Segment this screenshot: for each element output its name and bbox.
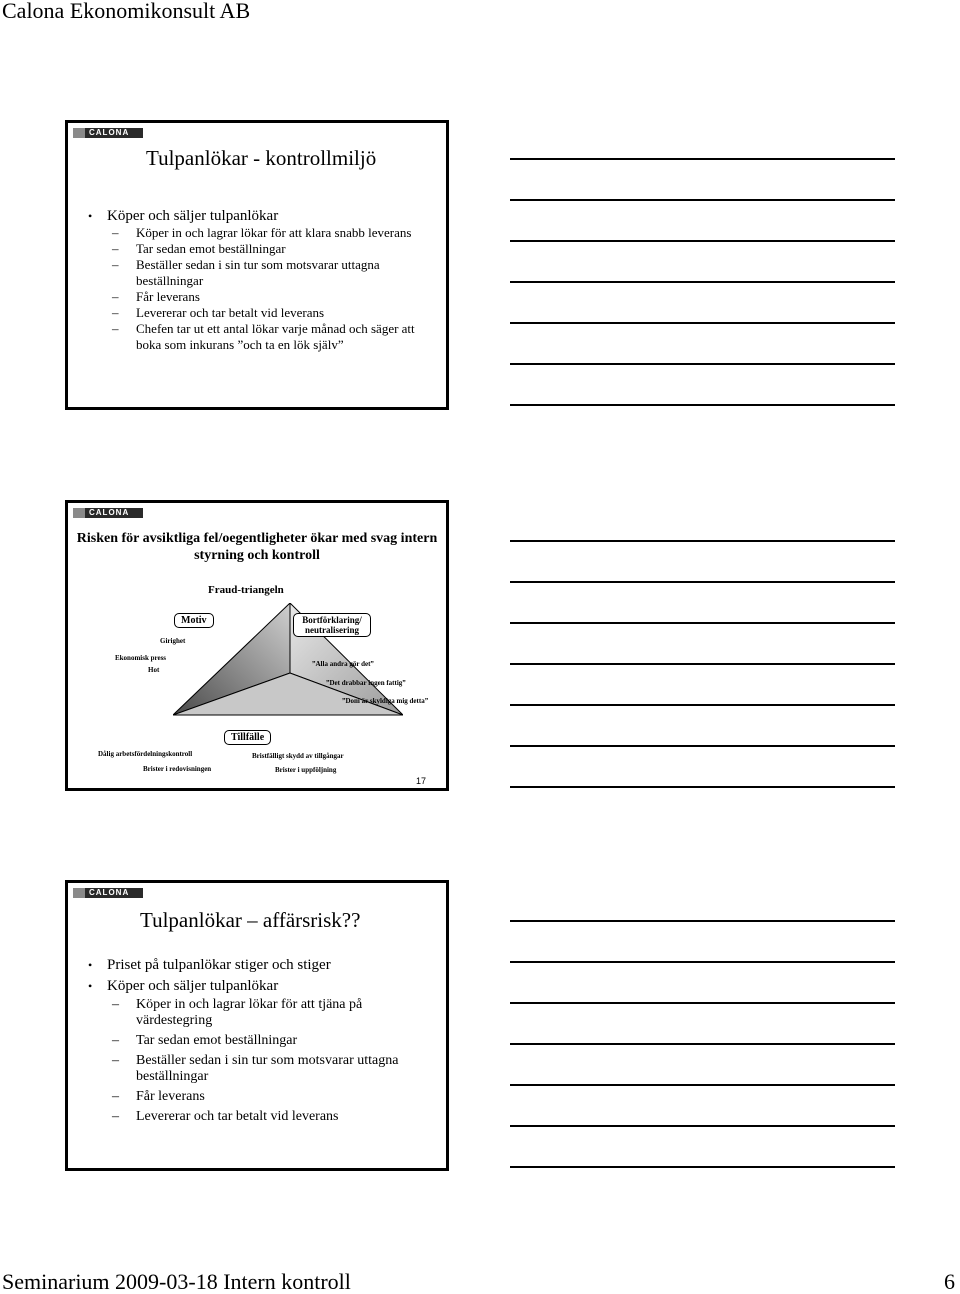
bullet-text: Köper och säljer tulpanlökar [107, 978, 279, 994]
bullet-list [88, 955, 438, 1129]
note-line [510, 961, 895, 963]
label-uppfoljning: Brister i uppföljning [275, 766, 337, 774]
label-ekonomisk-press: Ekonomisk press [115, 654, 167, 662]
note-line [510, 1002, 895, 1004]
dash-icon: – [112, 997, 119, 1012]
page-header: Calona Ekonomikonsult AB [2, 0, 251, 23]
slide-fraud-triangle [65, 500, 449, 791]
note-line [510, 745, 895, 747]
dash-icon: – [112, 257, 119, 272]
page-footer: Seminarium 2009-03-18 Intern kontroll [2, 1269, 351, 1294]
sub-text: Får leverans [136, 289, 200, 304]
slide-number: 17 [415, 776, 426, 786]
label-hot: Hot [148, 666, 160, 674]
dash-icon: – [112, 289, 119, 304]
note-line [510, 663, 895, 665]
note-line [510, 786, 895, 788]
sub-list [107, 997, 438, 1125]
note-line [510, 363, 895, 365]
logo-text: CALONA [89, 128, 130, 137]
sub-item [112, 1089, 438, 1105]
logo-mark-icon [73, 128, 85, 138]
slide-affarsrisk [65, 880, 449, 1171]
sub-item [112, 1053, 438, 1085]
bullet-item [88, 208, 428, 353]
sub-text: Levererar och tar betalt vid leverans [136, 1109, 339, 1124]
bullet-list [88, 208, 428, 353]
note-line [510, 540, 895, 542]
bullet-dot-icon: • [88, 979, 93, 993]
note-line [510, 622, 895, 624]
sub-list [107, 225, 428, 353]
sub-item [112, 321, 428, 353]
note-line [510, 281, 895, 283]
label-skyldiga: ”Dom är skyldiga mig detta” [342, 697, 429, 705]
dash-icon: – [112, 1053, 119, 1068]
note-line [510, 1043, 895, 1045]
note-line [510, 322, 895, 324]
logo-text: CALONA [89, 508, 130, 517]
sub-item [112, 1109, 438, 1125]
label-redovisningen: Brister i redovisningen [143, 765, 212, 773]
sub-item [112, 997, 438, 1029]
dash-icon: – [112, 1109, 119, 1124]
sub-text: Köper in och lagrar lökar för att klara snabb leverans [136, 225, 412, 240]
label-dalig-arbetsfordelning: Dålig arbetsfördelningskontroll [98, 750, 193, 758]
dash-icon: – [112, 305, 119, 320]
label-girighet: Girighet [160, 637, 186, 645]
logo-mark-icon [73, 888, 85, 898]
sub-item [112, 289, 428, 305]
sub-item [112, 241, 428, 257]
logo-mark-icon [73, 508, 85, 518]
dash-icon: – [112, 241, 119, 256]
slide-heading: Risken för avsiktliga fel/oegentligheter ökar med svag intern styrning och kontroll [76, 531, 438, 563]
slide-title: Tulpanlökar - kontrollmiljö [146, 146, 377, 170]
slide-kontrollmiljo [65, 120, 449, 410]
dash-icon: – [112, 225, 119, 240]
note-line [510, 199, 895, 201]
sub-item [112, 225, 428, 241]
dash-icon: – [112, 1089, 119, 1104]
bullet-item [88, 955, 438, 976]
label-drabbar: ”Det drabbar ingen fattig” [326, 679, 406, 687]
sub-text: Får leverans [136, 1089, 205, 1104]
label-bortforklaring: Bortförklaring/ neutralisering [293, 613, 371, 637]
label-bristfalligt-skydd: Bristfälligt skydd av tillgångar [252, 752, 344, 760]
note-line [510, 704, 895, 706]
sub-item [112, 257, 428, 289]
note-line [510, 920, 895, 922]
sub-item [112, 1033, 438, 1049]
note-line [510, 1084, 895, 1086]
sub-text: Beställer sedan i sin tur som motsvarar uttagna beställningar [136, 1053, 399, 1084]
slide-title: Tulpanlökar – affärsrisk?? [140, 908, 361, 932]
note-line [510, 404, 895, 406]
page-number: 6 [944, 1269, 955, 1294]
sub-text: Levererar och tar betalt vid leverans [136, 305, 325, 320]
sub-text: Beställer sedan i sin tur som motsvarar uttagna beställningar [136, 257, 380, 288]
bullet-item [88, 976, 438, 1125]
note-line [510, 158, 895, 160]
sub-item [112, 305, 428, 321]
sub-text: Tar sedan emot beställningar [136, 241, 286, 256]
triangle-title: Fraud-triangeln [208, 584, 284, 596]
calona-logo [73, 888, 143, 898]
label-tillfalle: Tillfälle [224, 730, 271, 745]
bullet-dot-icon: • [88, 958, 93, 972]
label-motiv: Motiv [174, 613, 214, 628]
calona-logo [73, 508, 143, 518]
bullet-text: Köper och säljer tulpanlökar [107, 208, 279, 224]
calona-logo [73, 128, 143, 138]
logo-text: CALONA [89, 888, 130, 897]
note-line [510, 240, 895, 242]
bullet-text: Priset på tulpanlökar stiger och stiger [107, 957, 331, 973]
note-line [510, 1166, 895, 1168]
note-line [510, 581, 895, 583]
note-line [510, 1125, 895, 1127]
dash-icon: – [112, 321, 119, 336]
dash-icon: – [112, 1033, 119, 1048]
label-alla-andra: ”Alla andra gör det” [312, 660, 374, 668]
sub-text: Köper in och lagrar lökar för att tjäna på värdestegring [136, 997, 363, 1028]
bullet-dot-icon: • [88, 209, 93, 223]
sub-text: Tar sedan emot beställningar [136, 1033, 298, 1048]
sub-text: Chefen tar ut ett antal lökar varje månad och säger att boka som inkurans ”och ta en lök själv” [136, 321, 415, 352]
